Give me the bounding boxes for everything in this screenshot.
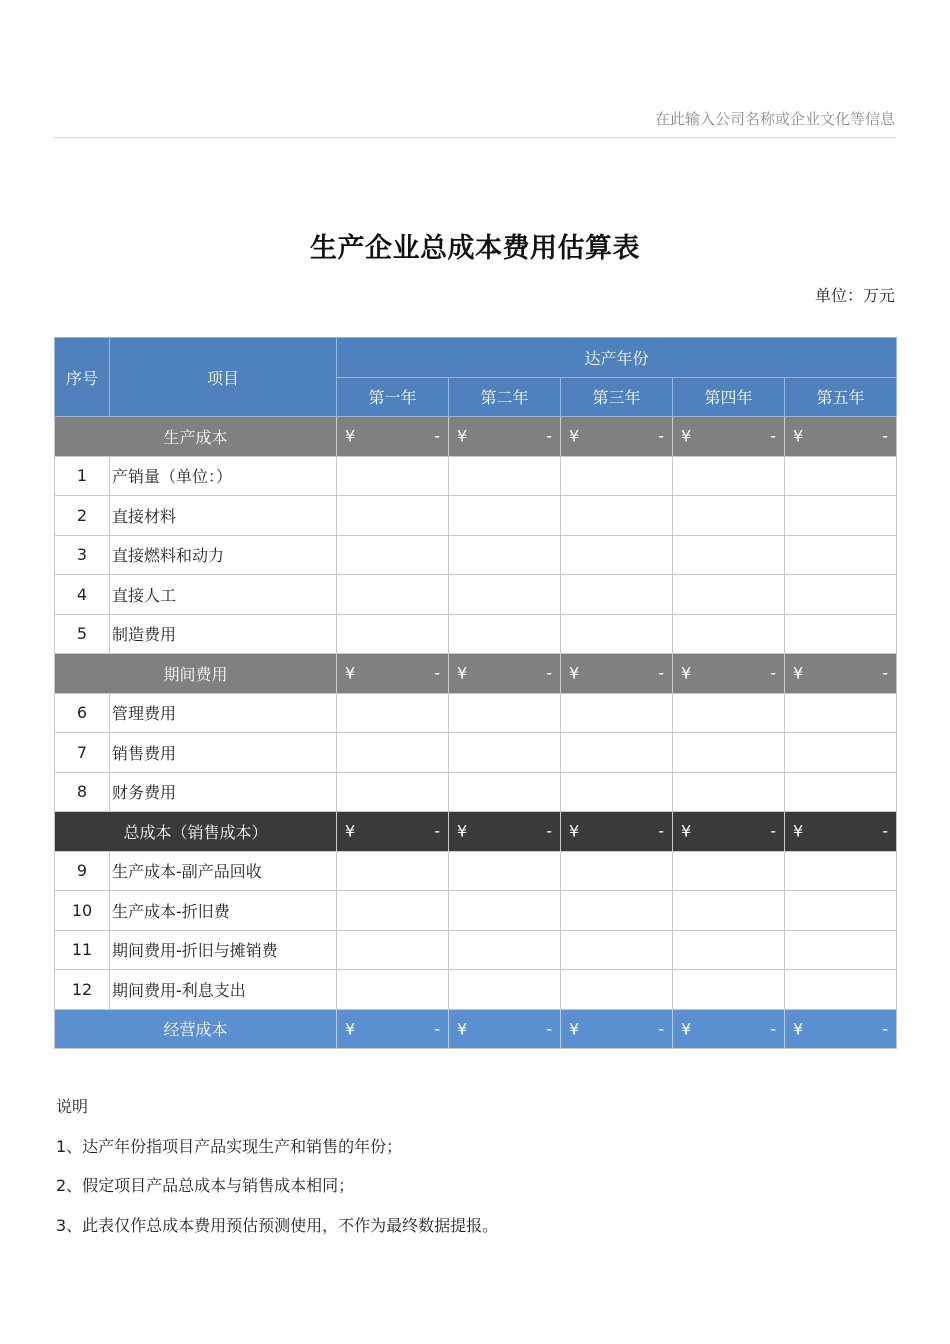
value-cell[interactable] xyxy=(449,456,561,496)
empty-value: - xyxy=(658,663,664,683)
row-seq[interactable]: 9 xyxy=(55,851,110,891)
header-year-1: 第一年 xyxy=(337,377,449,417)
value-cell[interactable] xyxy=(673,693,785,733)
value-cell[interactable] xyxy=(673,772,785,812)
value-cell[interactable] xyxy=(785,970,897,1010)
value-cell[interactable] xyxy=(337,970,449,1010)
section-total-cell[interactable] xyxy=(561,812,673,852)
table-row xyxy=(55,970,897,1010)
value-cell[interactable] xyxy=(561,733,673,773)
header-seq: 序号 xyxy=(55,338,110,417)
section-total-cell[interactable] xyxy=(785,1009,897,1049)
value-cell[interactable] xyxy=(673,733,785,773)
value-cell[interactable] xyxy=(673,456,785,496)
value-cell[interactable] xyxy=(785,614,897,654)
value-cell[interactable] xyxy=(673,496,785,536)
currency-symbol: ¥ xyxy=(457,821,468,841)
empty-value: - xyxy=(770,821,776,841)
cost-estimate-table xyxy=(54,337,897,1049)
row-seq[interactable]: 10 xyxy=(55,891,110,931)
value-cell[interactable] xyxy=(337,693,449,733)
row-item[interactable]: 制造费用 xyxy=(110,614,337,654)
section-total-cell[interactable] xyxy=(337,812,449,852)
section-total-cell[interactable] xyxy=(673,812,785,852)
value-cell[interactable] xyxy=(337,456,449,496)
row-item[interactable]: 管理费用 xyxy=(110,693,337,733)
header-divider xyxy=(54,137,896,138)
value-cell[interactable] xyxy=(785,496,897,536)
table-row xyxy=(55,456,897,496)
empty-value: - xyxy=(658,1019,664,1039)
empty-value: - xyxy=(770,1019,776,1039)
empty-value: - xyxy=(658,821,664,841)
table-row xyxy=(55,772,897,812)
currency-symbol: ¥ xyxy=(681,663,692,683)
empty-value: - xyxy=(546,663,552,683)
value-cell[interactable] xyxy=(785,733,897,773)
value-cell[interactable] xyxy=(449,733,561,773)
empty-value: - xyxy=(434,663,440,683)
currency-symbol: ¥ xyxy=(457,663,468,683)
currency-symbol: ¥ xyxy=(345,1019,356,1039)
empty-value: - xyxy=(882,663,889,683)
section-name[interactable]: 经营成本 xyxy=(55,1009,337,1049)
value-cell[interactable] xyxy=(673,930,785,970)
section-total-cell[interactable] xyxy=(449,654,561,694)
currency-symbol: ¥ xyxy=(569,821,580,841)
section-total-cell[interactable] xyxy=(785,654,897,694)
section-name[interactable]: 总成本（销售成本） xyxy=(55,812,337,852)
currency-symbol: ¥ xyxy=(793,426,804,446)
currency-symbol: ¥ xyxy=(569,663,580,683)
row-seq[interactable]: 7 xyxy=(55,733,110,773)
value-cell[interactable] xyxy=(449,891,561,931)
row-item[interactable]: 财务费用 xyxy=(110,772,337,812)
row-item[interactable]: 期间费用-折旧与摊销费 xyxy=(110,930,337,970)
empty-value: - xyxy=(546,1019,552,1039)
section-total-cell[interactable] xyxy=(785,812,897,852)
value-cell[interactable] xyxy=(561,614,673,654)
header-production-years: 达产年份 xyxy=(337,338,897,378)
value-cell[interactable] xyxy=(785,891,897,931)
header-year-3: 第三年 xyxy=(561,377,673,417)
value-cell[interactable] xyxy=(561,456,673,496)
currency-symbol: ¥ xyxy=(681,1019,692,1039)
value-cell[interactable] xyxy=(337,733,449,773)
section-total-cell[interactable] xyxy=(449,417,561,457)
value-cell[interactable] xyxy=(785,575,897,615)
section-total-cell[interactable] xyxy=(449,812,561,852)
section-total-cell[interactable] xyxy=(785,417,897,457)
row-seq[interactable]: 2 xyxy=(55,496,110,536)
value-cell[interactable] xyxy=(561,535,673,575)
section-total-cell[interactable] xyxy=(673,417,785,457)
row-item[interactable]: 直接燃料和动力 xyxy=(110,535,337,575)
table-row xyxy=(55,930,897,970)
table-row xyxy=(55,891,897,931)
note-item: 1、达产年份指项目产品实现生产和销售的年份； xyxy=(56,1136,403,1156)
currency-symbol: ¥ xyxy=(793,663,804,683)
empty-value: - xyxy=(546,426,552,446)
currency-symbol: ¥ xyxy=(457,1019,468,1039)
row-seq[interactable]: 12 xyxy=(55,970,110,1010)
value-cell[interactable] xyxy=(337,496,449,536)
row-item[interactable]: 直接材料 xyxy=(110,496,337,536)
value-cell[interactable] xyxy=(337,772,449,812)
empty-value: - xyxy=(546,821,552,841)
note-item: 2、假定项目产品总成本与销售成本相同； xyxy=(56,1176,355,1195)
currency-symbol: ¥ xyxy=(793,1019,804,1039)
value-cell[interactable] xyxy=(673,575,785,615)
value-cell[interactable] xyxy=(785,851,897,891)
value-cell[interactable] xyxy=(673,535,785,575)
value-cell[interactable] xyxy=(337,575,449,615)
value-cell[interactable] xyxy=(673,970,785,1010)
empty-value: - xyxy=(882,426,889,446)
note-item: 3、此表仅作总成本费用预估预测使用，不作为最终数据提报。 xyxy=(56,1215,499,1235)
section-total-cell[interactable] xyxy=(561,1009,673,1049)
empty-value: - xyxy=(882,821,889,841)
section-total-cell[interactable] xyxy=(337,654,449,694)
section-row xyxy=(55,1009,897,1049)
notes xyxy=(56,1096,498,1254)
value-cell[interactable] xyxy=(561,693,673,733)
row-seq[interactable]: 11 xyxy=(55,930,110,970)
value-cell[interactable] xyxy=(449,970,561,1010)
row-seq[interactable]: 3 xyxy=(55,535,110,575)
row-seq[interactable]: 1 xyxy=(55,456,110,496)
value-cell[interactable] xyxy=(337,930,449,970)
value-cell[interactable] xyxy=(561,930,673,970)
section-total-cell[interactable] xyxy=(337,1009,449,1049)
currency-symbol: ¥ xyxy=(793,821,804,841)
value-cell[interactable] xyxy=(449,614,561,654)
row-seq[interactable]: 5 xyxy=(55,614,110,654)
value-cell[interactable] xyxy=(561,496,673,536)
currency-symbol: ¥ xyxy=(681,821,692,841)
company-info-placeholder: 在此输入公司名称或企业文化等信息 xyxy=(654,110,895,128)
table-row xyxy=(55,496,897,536)
currency-symbol: ¥ xyxy=(345,663,356,683)
value-cell[interactable] xyxy=(673,891,785,931)
page-title: 生产企业总成本费用估算表 xyxy=(310,233,640,264)
currency-symbol: ¥ xyxy=(345,426,356,446)
table-row xyxy=(55,693,897,733)
value-cell[interactable] xyxy=(449,772,561,812)
value-cell[interactable] xyxy=(337,614,449,654)
empty-value: - xyxy=(434,821,440,841)
value-cell[interactable] xyxy=(449,930,561,970)
currency-symbol: ¥ xyxy=(457,426,468,446)
value-cell[interactable] xyxy=(449,496,561,536)
unit-label: 单位：万元 xyxy=(814,286,895,305)
value-cell[interactable] xyxy=(785,772,897,812)
table-row xyxy=(55,851,897,891)
value-cell[interactable] xyxy=(337,851,449,891)
empty-value: - xyxy=(882,1019,889,1039)
empty-value: - xyxy=(770,663,776,683)
value-cell[interactable] xyxy=(561,891,673,931)
value-cell[interactable] xyxy=(449,535,561,575)
value-cell[interactable] xyxy=(673,851,785,891)
row-item[interactable]: 产销量（单位：） xyxy=(110,456,337,496)
table-row xyxy=(55,733,897,773)
row-item[interactable]: 生产成本-折旧费 xyxy=(110,891,337,931)
header-year-2: 第二年 xyxy=(449,377,561,417)
value-cell[interactable] xyxy=(449,851,561,891)
currency-symbol: ¥ xyxy=(345,821,356,841)
value-cell[interactable] xyxy=(561,970,673,1010)
section-total-cell[interactable] xyxy=(561,417,673,457)
section-total-cell[interactable] xyxy=(449,1009,561,1049)
section-total-cell[interactable] xyxy=(337,417,449,457)
header-item: 项目 xyxy=(110,338,337,417)
table-row xyxy=(55,614,897,654)
section-total-cell[interactable] xyxy=(673,654,785,694)
value-cell[interactable] xyxy=(785,535,897,575)
value-cell[interactable] xyxy=(673,614,785,654)
section-name[interactable]: 生产成本 xyxy=(55,417,337,457)
section-total-cell[interactable] xyxy=(673,1009,785,1049)
section-row xyxy=(55,417,897,457)
value-cell[interactable] xyxy=(785,693,897,733)
value-cell[interactable] xyxy=(561,575,673,615)
value-cell[interactable] xyxy=(337,891,449,931)
row-seq[interactable]: 4 xyxy=(55,575,110,615)
section-name[interactable]: 期间费用 xyxy=(55,654,337,694)
header-year-4: 第四年 xyxy=(673,377,785,417)
row-item[interactable]: 期间费用-利息支出 xyxy=(110,970,337,1010)
row-item[interactable]: 生产成本-副产品回收 xyxy=(110,851,337,891)
value-cell[interactable] xyxy=(449,575,561,615)
section-total-cell[interactable] xyxy=(561,654,673,694)
value-cell[interactable] xyxy=(561,851,673,891)
empty-value: - xyxy=(658,426,664,446)
table-row xyxy=(55,575,897,615)
header-year-5: 第五年 xyxy=(785,377,897,417)
row-seq[interactable]: 6 xyxy=(55,693,110,733)
value-cell[interactable] xyxy=(785,930,897,970)
table-row xyxy=(55,535,897,575)
currency-symbol: ¥ xyxy=(569,1019,580,1039)
section-row xyxy=(55,812,897,852)
empty-value: - xyxy=(434,1019,440,1039)
row-seq[interactable]: 8 xyxy=(55,772,110,812)
value-cell[interactable] xyxy=(785,456,897,496)
row-item[interactable]: 销售费用 xyxy=(110,733,337,773)
currency-symbol: ¥ xyxy=(681,426,692,446)
row-item[interactable]: 直接人工 xyxy=(110,575,337,615)
section-row xyxy=(55,654,897,694)
notes-heading: 说明 xyxy=(56,1097,89,1116)
value-cell[interactable] xyxy=(337,535,449,575)
empty-value: - xyxy=(770,426,776,446)
empty-value: - xyxy=(434,426,440,446)
currency-symbol: ¥ xyxy=(569,426,580,446)
table-body xyxy=(55,417,897,1049)
value-cell[interactable] xyxy=(449,693,561,733)
value-cell[interactable] xyxy=(561,772,673,812)
